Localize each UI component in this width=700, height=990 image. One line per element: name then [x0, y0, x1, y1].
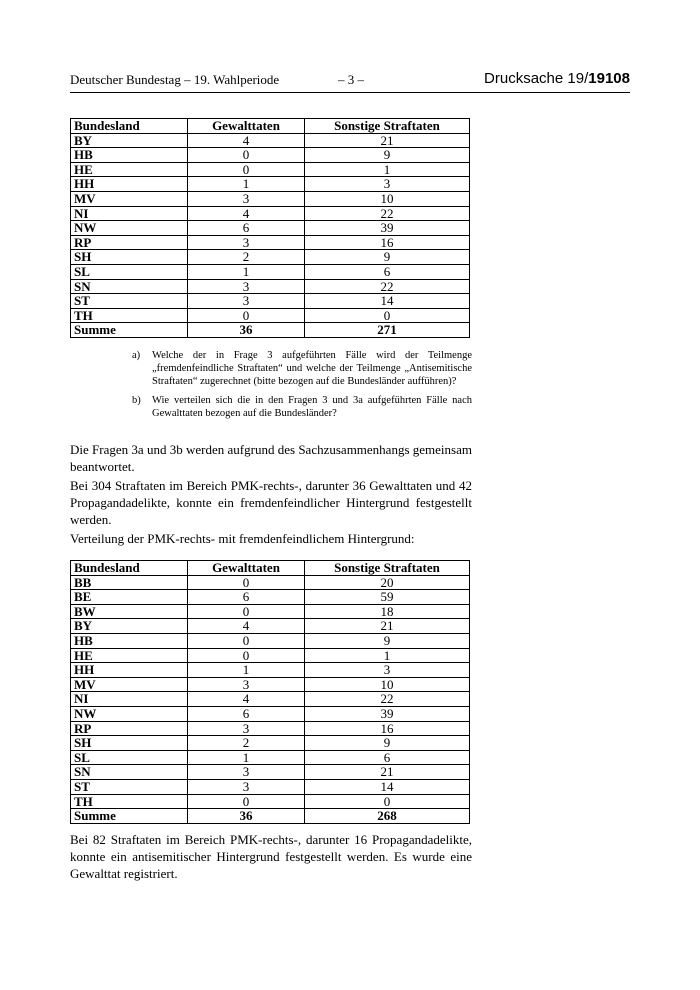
column-header-sonstige: Sonstige Straftaten: [305, 561, 470, 576]
state-code-cell: HH: [71, 663, 188, 678]
other-crimes-cell: 9: [305, 736, 470, 751]
violent-crimes-cell: 0: [188, 633, 305, 648]
violent-crimes-cell: 2: [188, 250, 305, 265]
column-header-bundesland: Bundesland: [71, 561, 188, 576]
table-row: [71, 750, 470, 765]
question-label: b): [132, 395, 141, 406]
question-a: [130, 349, 472, 388]
question-text: Welche der in Frage 3 aufgeführten Fälle wird der Teilmenge „fremdenfeindliche Straftaten“ und welche der Teilmenge „Antisemitische Straftaten“ zugerechnet (bitte bezogen auf die Bundesländer aufführen)?: [152, 350, 472, 387]
state-code-cell: RP: [71, 721, 188, 736]
state-code-cell: BY: [71, 133, 188, 148]
state-code-cell: SN: [71, 279, 188, 294]
violent-crimes-cell: 4: [188, 206, 305, 221]
table-row: [71, 604, 470, 619]
violent-crimes-cell: 2: [188, 736, 305, 751]
violent-crimes-cell: 3: [188, 779, 305, 794]
other-crimes-cell: 20: [305, 575, 470, 590]
other-crimes-cell: 10: [305, 677, 470, 692]
other-crimes-cell: 59: [305, 590, 470, 605]
sum-value-cell: 36: [188, 323, 305, 338]
violent-crimes-cell: 3: [188, 191, 305, 206]
state-code-cell: HB: [71, 633, 188, 648]
sum-label-cell: Summe: [71, 809, 188, 824]
sum-value-cell: 271: [305, 323, 470, 338]
table-row: [71, 633, 470, 648]
column-header-sonstige: Sonstige Straftaten: [305, 119, 470, 134]
violent-crimes-cell: 4: [188, 133, 305, 148]
table-row: [71, 177, 470, 192]
table-row: [71, 663, 470, 678]
answer-intro-paragraph: Die Fragen 3a und 3b werden aufgrund des Sachzusammenhangs gemeinsam beantwortet.: [70, 442, 472, 474]
state-code-cell: SL: [71, 750, 188, 765]
state-code-cell: MV: [71, 191, 188, 206]
question-text: Wie verteilen sich die in den Fragen 3 und 3a aufgeführten Fälle nach Gewalttaten bezogen auf die Bundesländer?: [152, 395, 472, 419]
table-row: [71, 191, 470, 206]
violent-crimes-cell: 4: [188, 619, 305, 634]
table-row: [71, 133, 470, 148]
violent-crimes-cell: 3: [188, 765, 305, 780]
other-crimes-cell: 21: [305, 133, 470, 148]
header-publisher: Deutscher Bundestag – 19. Wahlperiode: [70, 72, 280, 87]
other-crimes-cell: 21: [305, 619, 470, 634]
state-code-cell: SN: [71, 765, 188, 780]
state-code-cell: BW: [71, 604, 188, 619]
column-header-gewalttaten: Gewalttaten: [188, 561, 305, 576]
other-crimes-cell: 22: [305, 279, 470, 294]
column-header-bundesland: Bundesland: [71, 119, 188, 134]
document-number-plain: 19/: [567, 70, 589, 87]
state-code-cell: HB: [71, 148, 188, 163]
other-crimes-cell: 9: [305, 148, 470, 163]
other-crimes-cell: 9: [305, 250, 470, 265]
state-code-cell: SL: [71, 264, 188, 279]
sum-value-cell: 36: [188, 809, 305, 824]
question-label: a): [132, 350, 141, 361]
violent-crimes-cell: 4: [188, 692, 305, 707]
other-crimes-cell: 22: [305, 692, 470, 707]
violent-crimes-cell: 0: [188, 604, 305, 619]
other-crimes-cell: 16: [305, 235, 470, 250]
state-code-cell: NW: [71, 221, 188, 236]
other-crimes-cell: 0: [305, 308, 470, 323]
other-crimes-cell: 3: [305, 663, 470, 678]
other-crimes-cell: 9: [305, 633, 470, 648]
violent-crimes-cell: 6: [188, 706, 305, 721]
other-crimes-cell: 1: [305, 162, 470, 177]
sum-value-cell: 268: [305, 809, 470, 824]
table-header-row: [71, 119, 470, 134]
table-row: [71, 575, 470, 590]
page-header: [70, 72, 630, 93]
other-crimes-cell: 6: [305, 750, 470, 765]
violent-crimes-cell: 1: [188, 750, 305, 765]
table-row: [71, 294, 470, 309]
table-row: [71, 765, 470, 780]
table-header-row: [71, 561, 470, 576]
violent-crimes-cell: 6: [188, 221, 305, 236]
violent-crimes-cell: 0: [188, 648, 305, 663]
table-row: [71, 706, 470, 721]
state-code-cell: HE: [71, 162, 188, 177]
other-crimes-cell: 21: [305, 765, 470, 780]
violent-crimes-cell: 1: [188, 663, 305, 678]
question-list: [130, 349, 472, 426]
other-crimes-cell: 18: [305, 604, 470, 619]
antisemitic-crimes-paragraph: Bei 82 Straftaten im Bereich PMK-rechts-, darunter 16 Propagandadelikte, konnte ein antisemitischer Hintergrund festgestellt werden. Es wurde eine Gewalttat registriert.: [70, 832, 472, 881]
table-row: [71, 619, 470, 634]
state-code-cell: MV: [71, 677, 188, 692]
table-row: [71, 794, 470, 809]
state-code-cell: SH: [71, 736, 188, 751]
other-crimes-cell: 16: [305, 721, 470, 736]
other-crimes-cell: 14: [305, 779, 470, 794]
sum-row: [71, 323, 470, 338]
state-code-cell: NI: [71, 206, 188, 221]
table-row: [71, 250, 470, 265]
state-code-cell: BB: [71, 575, 188, 590]
page-number: – 3 –: [338, 72, 364, 87]
violent-crimes-cell: 0: [188, 162, 305, 177]
question-b: [130, 394, 472, 420]
violent-crimes-cell: 3: [188, 279, 305, 294]
document-number-bold: 19108: [588, 70, 630, 87]
violent-crimes-cell: 1: [188, 177, 305, 192]
table-state-crimes-1: [70, 118, 470, 338]
table-row: [71, 648, 470, 663]
state-code-cell: BY: [71, 619, 188, 634]
violent-crimes-cell: 3: [188, 294, 305, 309]
violent-crimes-cell: 0: [188, 794, 305, 809]
table-row: [71, 279, 470, 294]
table-row: [71, 721, 470, 736]
other-crimes-cell: 3: [305, 177, 470, 192]
other-crimes-cell: 10: [305, 191, 470, 206]
table-row: [71, 590, 470, 605]
state-code-cell: HE: [71, 648, 188, 663]
document-number-prefix: Drucksache: [484, 70, 568, 87]
state-code-cell: NW: [71, 706, 188, 721]
violent-crimes-cell: 3: [188, 235, 305, 250]
state-code-cell: RP: [71, 235, 188, 250]
violent-crimes-cell: 1: [188, 264, 305, 279]
table-row: [71, 308, 470, 323]
table-row: [71, 206, 470, 221]
other-crimes-cell: 39: [305, 221, 470, 236]
table2-caption: Verteilung der PMK-rechts- mit fremdenfeindlichem Hintergrund:: [70, 531, 415, 546]
document-number: [484, 70, 630, 87]
violent-crimes-cell: 3: [188, 721, 305, 736]
table-row: [71, 736, 470, 751]
sum-row: [71, 809, 470, 824]
violent-crimes-cell: 0: [188, 308, 305, 323]
state-code-cell: ST: [71, 294, 188, 309]
table-row: [71, 221, 470, 236]
violent-crimes-cell: 6: [188, 590, 305, 605]
violent-crimes-cell: 0: [188, 575, 305, 590]
table-row: [71, 692, 470, 707]
table-row: [71, 779, 470, 794]
sum-label-cell: Summe: [71, 323, 188, 338]
state-code-cell: BE: [71, 590, 188, 605]
table-state-crimes-2: [70, 560, 470, 824]
other-crimes-cell: 6: [305, 264, 470, 279]
table-row: [71, 235, 470, 250]
column-header-gewalttaten: Gewalttaten: [188, 119, 305, 134]
state-code-cell: TH: [71, 794, 188, 809]
other-crimes-cell: 1: [305, 648, 470, 663]
other-crimes-cell: 0: [305, 794, 470, 809]
violent-crimes-cell: 3: [188, 677, 305, 692]
xenophobic-crimes-paragraph: Bei 304 Straftaten im Bereich PMK-rechts-, darunter 36 Gewalttaten und 42 Propagandadelikte, konnte ein fremdenfeindlicher Hintergrund festgestellt werden.: [70, 478, 472, 527]
state-code-cell: ST: [71, 779, 188, 794]
state-code-cell: HH: [71, 177, 188, 192]
state-code-cell: NI: [71, 692, 188, 707]
other-crimes-cell: 22: [305, 206, 470, 221]
other-crimes-cell: 39: [305, 706, 470, 721]
state-code-cell: SH: [71, 250, 188, 265]
table-row: [71, 677, 470, 692]
table-row: [71, 264, 470, 279]
state-code-cell: TH: [71, 308, 188, 323]
other-crimes-cell: 14: [305, 294, 470, 309]
violent-crimes-cell: 0: [188, 148, 305, 163]
table-row: [71, 162, 470, 177]
table-row: [71, 148, 470, 163]
